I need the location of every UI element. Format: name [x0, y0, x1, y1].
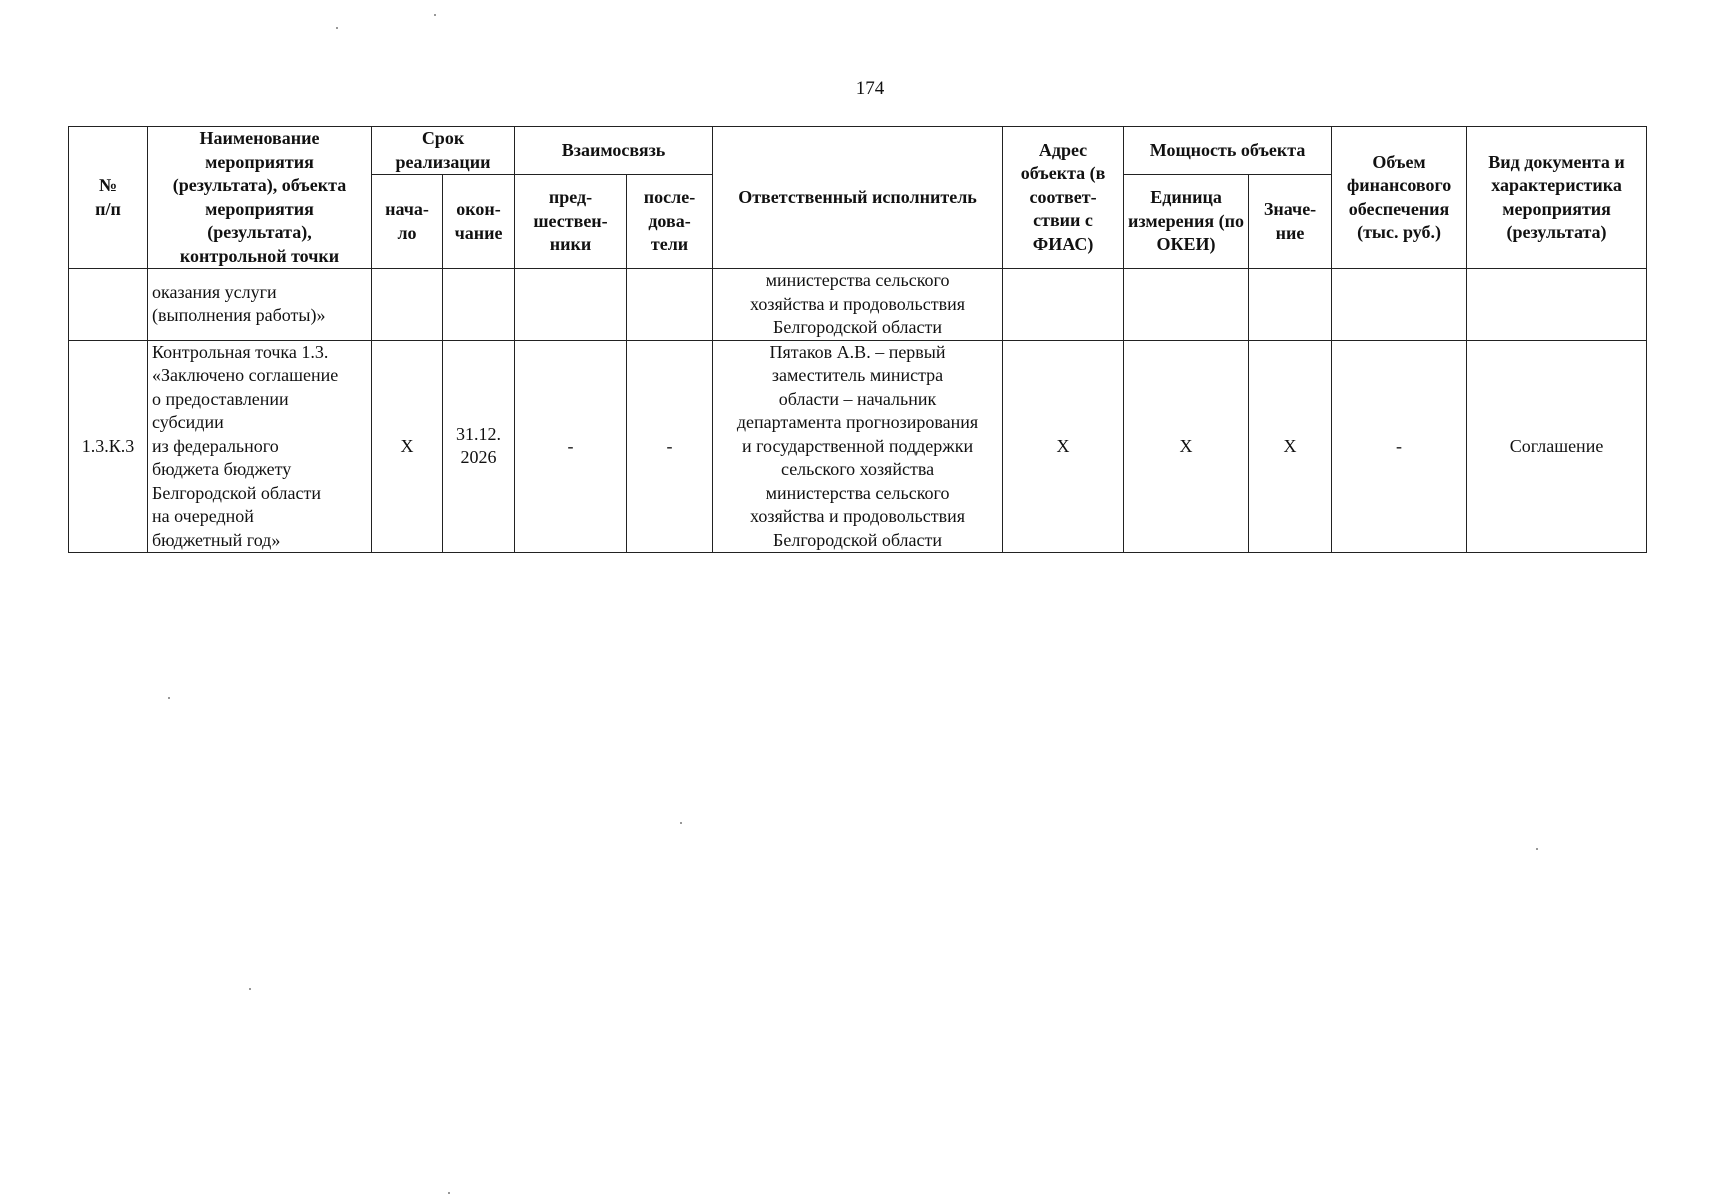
cell-prev: - — [515, 340, 627, 553]
table-row — [69, 269, 1647, 341]
cell-unit: X — [1124, 340, 1249, 553]
cell-unit — [1124, 269, 1249, 341]
header-link: Взаимосвязь — [515, 127, 713, 175]
table-row — [69, 340, 1647, 553]
header-value: Значе- ние — [1249, 175, 1332, 269]
cell-value — [1249, 269, 1332, 341]
table-header — [69, 127, 1647, 269]
cell-num: 1.3.К.3 — [69, 340, 148, 553]
scan-speck — [336, 27, 338, 29]
cell-num — [69, 269, 148, 341]
cell-name: оказания услуги (выполнения работы)» — [148, 269, 372, 341]
scan-speck — [1536, 848, 1538, 850]
cell-address: X — [1003, 340, 1124, 553]
cell-value: X — [1249, 340, 1332, 553]
header-num: № п/п — [69, 127, 148, 269]
cell-doc — [1467, 269, 1647, 341]
header-address: Адрес объекта (в соответ-ствии с ФИАС) — [1003, 127, 1124, 269]
header-link-prev: пред- шествен- ники — [515, 175, 627, 269]
scan-speck — [168, 697, 170, 699]
cell-doc: Соглашение — [1467, 340, 1647, 553]
header-term-start: нача- ло — [372, 175, 443, 269]
header-responsible: Ответственный исполнитель — [713, 127, 1003, 269]
cell-prev — [515, 269, 627, 341]
page-number: 174 — [855, 78, 885, 99]
cell-name: Контрольная точка 1.3. «Заключено соглашение о предоставлении субсидии из федерального бюджета бюджету Белгородской области на очередной бюджетный год» — [148, 340, 372, 553]
cell-next: - — [627, 340, 713, 553]
cell-finance — [1332, 269, 1467, 341]
cell-start — [372, 269, 443, 341]
cell-start: X — [372, 340, 443, 553]
cell-next — [627, 269, 713, 341]
cell-responsible: министерства сельского хозяйства и продовольствия Белгородской области — [713, 269, 1003, 341]
header-finance: Объем финансового обеспечения (тыс. руб.) — [1332, 127, 1467, 269]
scan-speck — [249, 988, 251, 990]
cell-address — [1003, 269, 1124, 341]
header-term-end: окон- чание — [443, 175, 515, 269]
scan-speck — [680, 822, 682, 824]
cell-end — [443, 269, 515, 341]
header-link-next: после- дова- тели — [627, 175, 713, 269]
cell-responsible: Пятаков А.В. – первый заместитель министра области – начальник департамента прогнозирования и государственной поддержки сельского хозяйства министерства сельского хозяйства и продовольствия Белгородской области — [713, 340, 1003, 553]
cell-end: 31.12. 2026 — [443, 340, 515, 553]
scan-speck — [434, 14, 436, 16]
scan-speck — [448, 1192, 450, 1194]
header-term: Срок реализации — [372, 127, 515, 175]
header-capacity: Мощность объекта — [1124, 127, 1332, 175]
header-name: Наименование мероприятия (результата), объекта мероприятия (результата), контрольной точки — [148, 127, 372, 269]
implementation-plan-table — [68, 126, 1647, 553]
header-unit: Единица измерения (по ОКЕИ) — [1124, 175, 1249, 269]
header-doc: Вид документа и характеристика мероприятия (результата) — [1467, 127, 1647, 269]
cell-finance: - — [1332, 340, 1467, 553]
